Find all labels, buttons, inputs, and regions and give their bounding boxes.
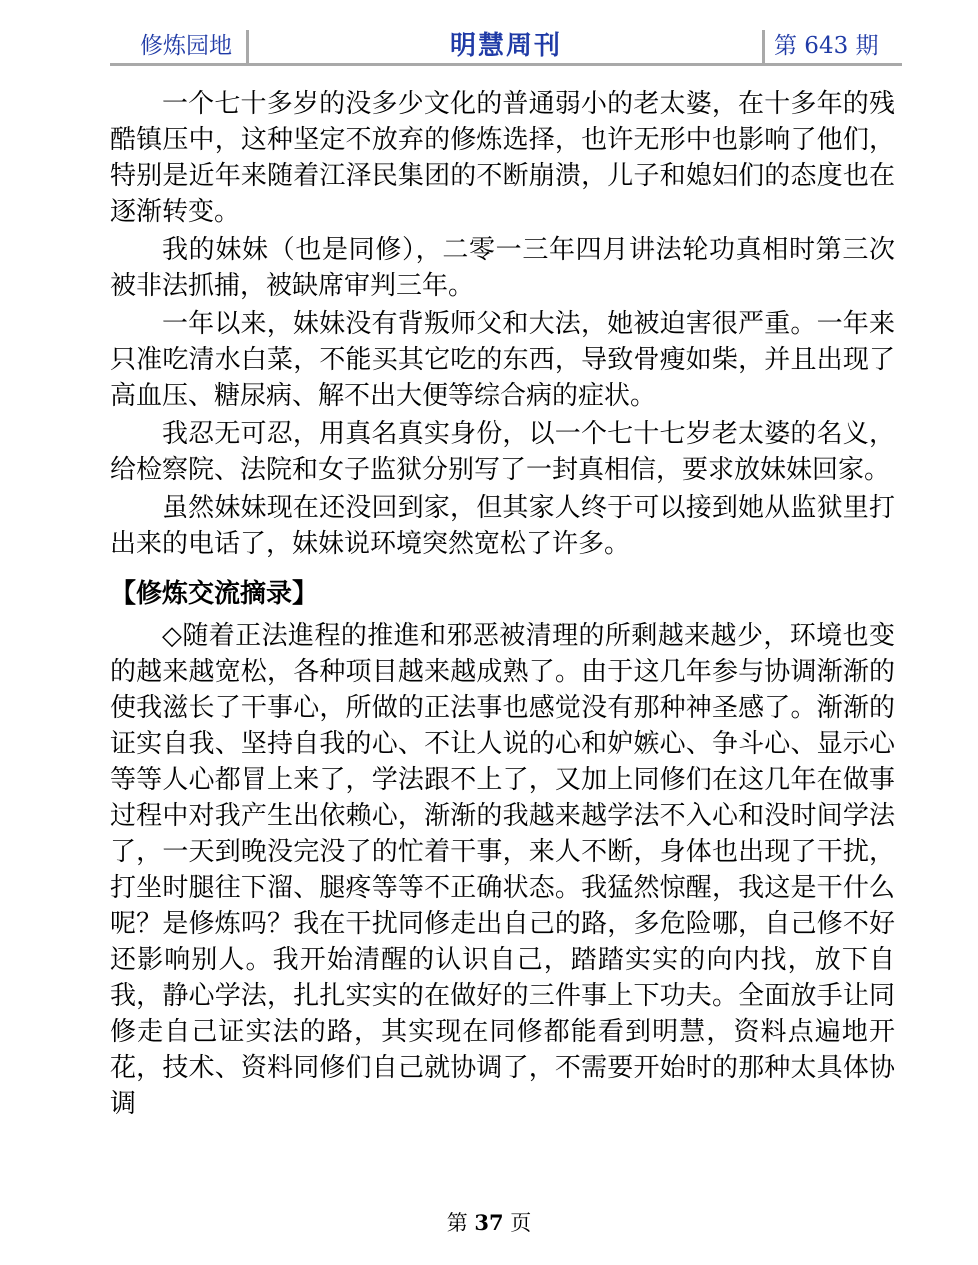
paragraph-2: 我的妹妹（也是同修），二零一三年四月讲法轮功真相时第三次被非法抓捕，被缺席审判三年。 bbox=[110, 235, 895, 301]
article-body bbox=[110, 86, 895, 1124]
page-number-prefix: 第 bbox=[446, 1211, 475, 1235]
publication-title: 明慧周刊 bbox=[449, 31, 562, 61]
paragraph-3: 一年以来，妹妹没有背叛师父和大法，她被迫害很严重。一年来只准吃清水白菜，不能买其它吃的东西，导致骨瘦如柴，并且出现了高血压、糖尿病、解不出大便等综合病的症状。 bbox=[110, 309, 895, 411]
paragraph-5: 虽然妹妹现在还没回到家，但其家人终于可以接到她从监狱里打出来的电话了，妹妹说环境突然宽松了许多。 bbox=[110, 493, 895, 559]
header-divider-right bbox=[762, 30, 765, 64]
page-number-suffix: 页 bbox=[503, 1211, 532, 1235]
page-footer bbox=[0, 1208, 978, 1238]
paragraph-4: 我忍无可忍，用真名真实身份，以一个七十七岁老太婆的名义，给检察院、法院和女子监狱分别写了一封真相信，要求放妹妹回家。 bbox=[110, 419, 895, 485]
section-label: 修炼园地 bbox=[140, 33, 232, 59]
paragraph-1: 一个七十多岁的没多少文化的普通弱小的老太婆，在十多年的残酷镇压中，这种坚定不放弃的修炼选择，也许无形中也影响了他们，特别是近年来随着江泽民集团的不断崩溃，儿子和媳妇们的态度也在逐渐转变。 bbox=[110, 89, 895, 227]
page-header bbox=[110, 26, 902, 66]
paragraph-6: ◇随着正法進程的推進和邪恶被清理的所剩越来越少，环境也变的越来越宽松，各种项目越来越成熟了。由于这几年参与协调渐渐的使我滋长了干事心，所做的正法事也感觉没有那种神圣感了。渐渐的证实自我、坚持自我的心、不让人说的心和妒嫉心、争斗心、显示心等等人心都冒上来了，学法跟不上了，又加上同修们在这几年在做事过程中对我产生出依赖心，渐渐的我越来越学法不入心和没时间学法了，一天到晚没完没了的忙着干事，来人不断，身体也出现了干扰，打坐时腿往下溜、腿疼等等不正确状态。我猛然惊醒，我这是干什么呢？是修炼吗？我在干扰同修走出自己的路，多危险哪，自己修不好还影响别人。我开始清醒的认识自己，踏踏实实的向内找，放下自我，静心学法，扎扎实实的在做好的三件事上下功夫。全面放手让同修走自己证实法的路，其实现在同修都能看到明慧，资料点遍地开花，技术、资料同修们自己就协调了，不需要开始时的那种太具体协调 bbox=[110, 621, 895, 1119]
page-number: 37 bbox=[474, 1210, 504, 1235]
issue-number: 第 643 期 bbox=[774, 33, 879, 59]
section-heading: 【修炼交流摘录】 bbox=[110, 579, 319, 609]
